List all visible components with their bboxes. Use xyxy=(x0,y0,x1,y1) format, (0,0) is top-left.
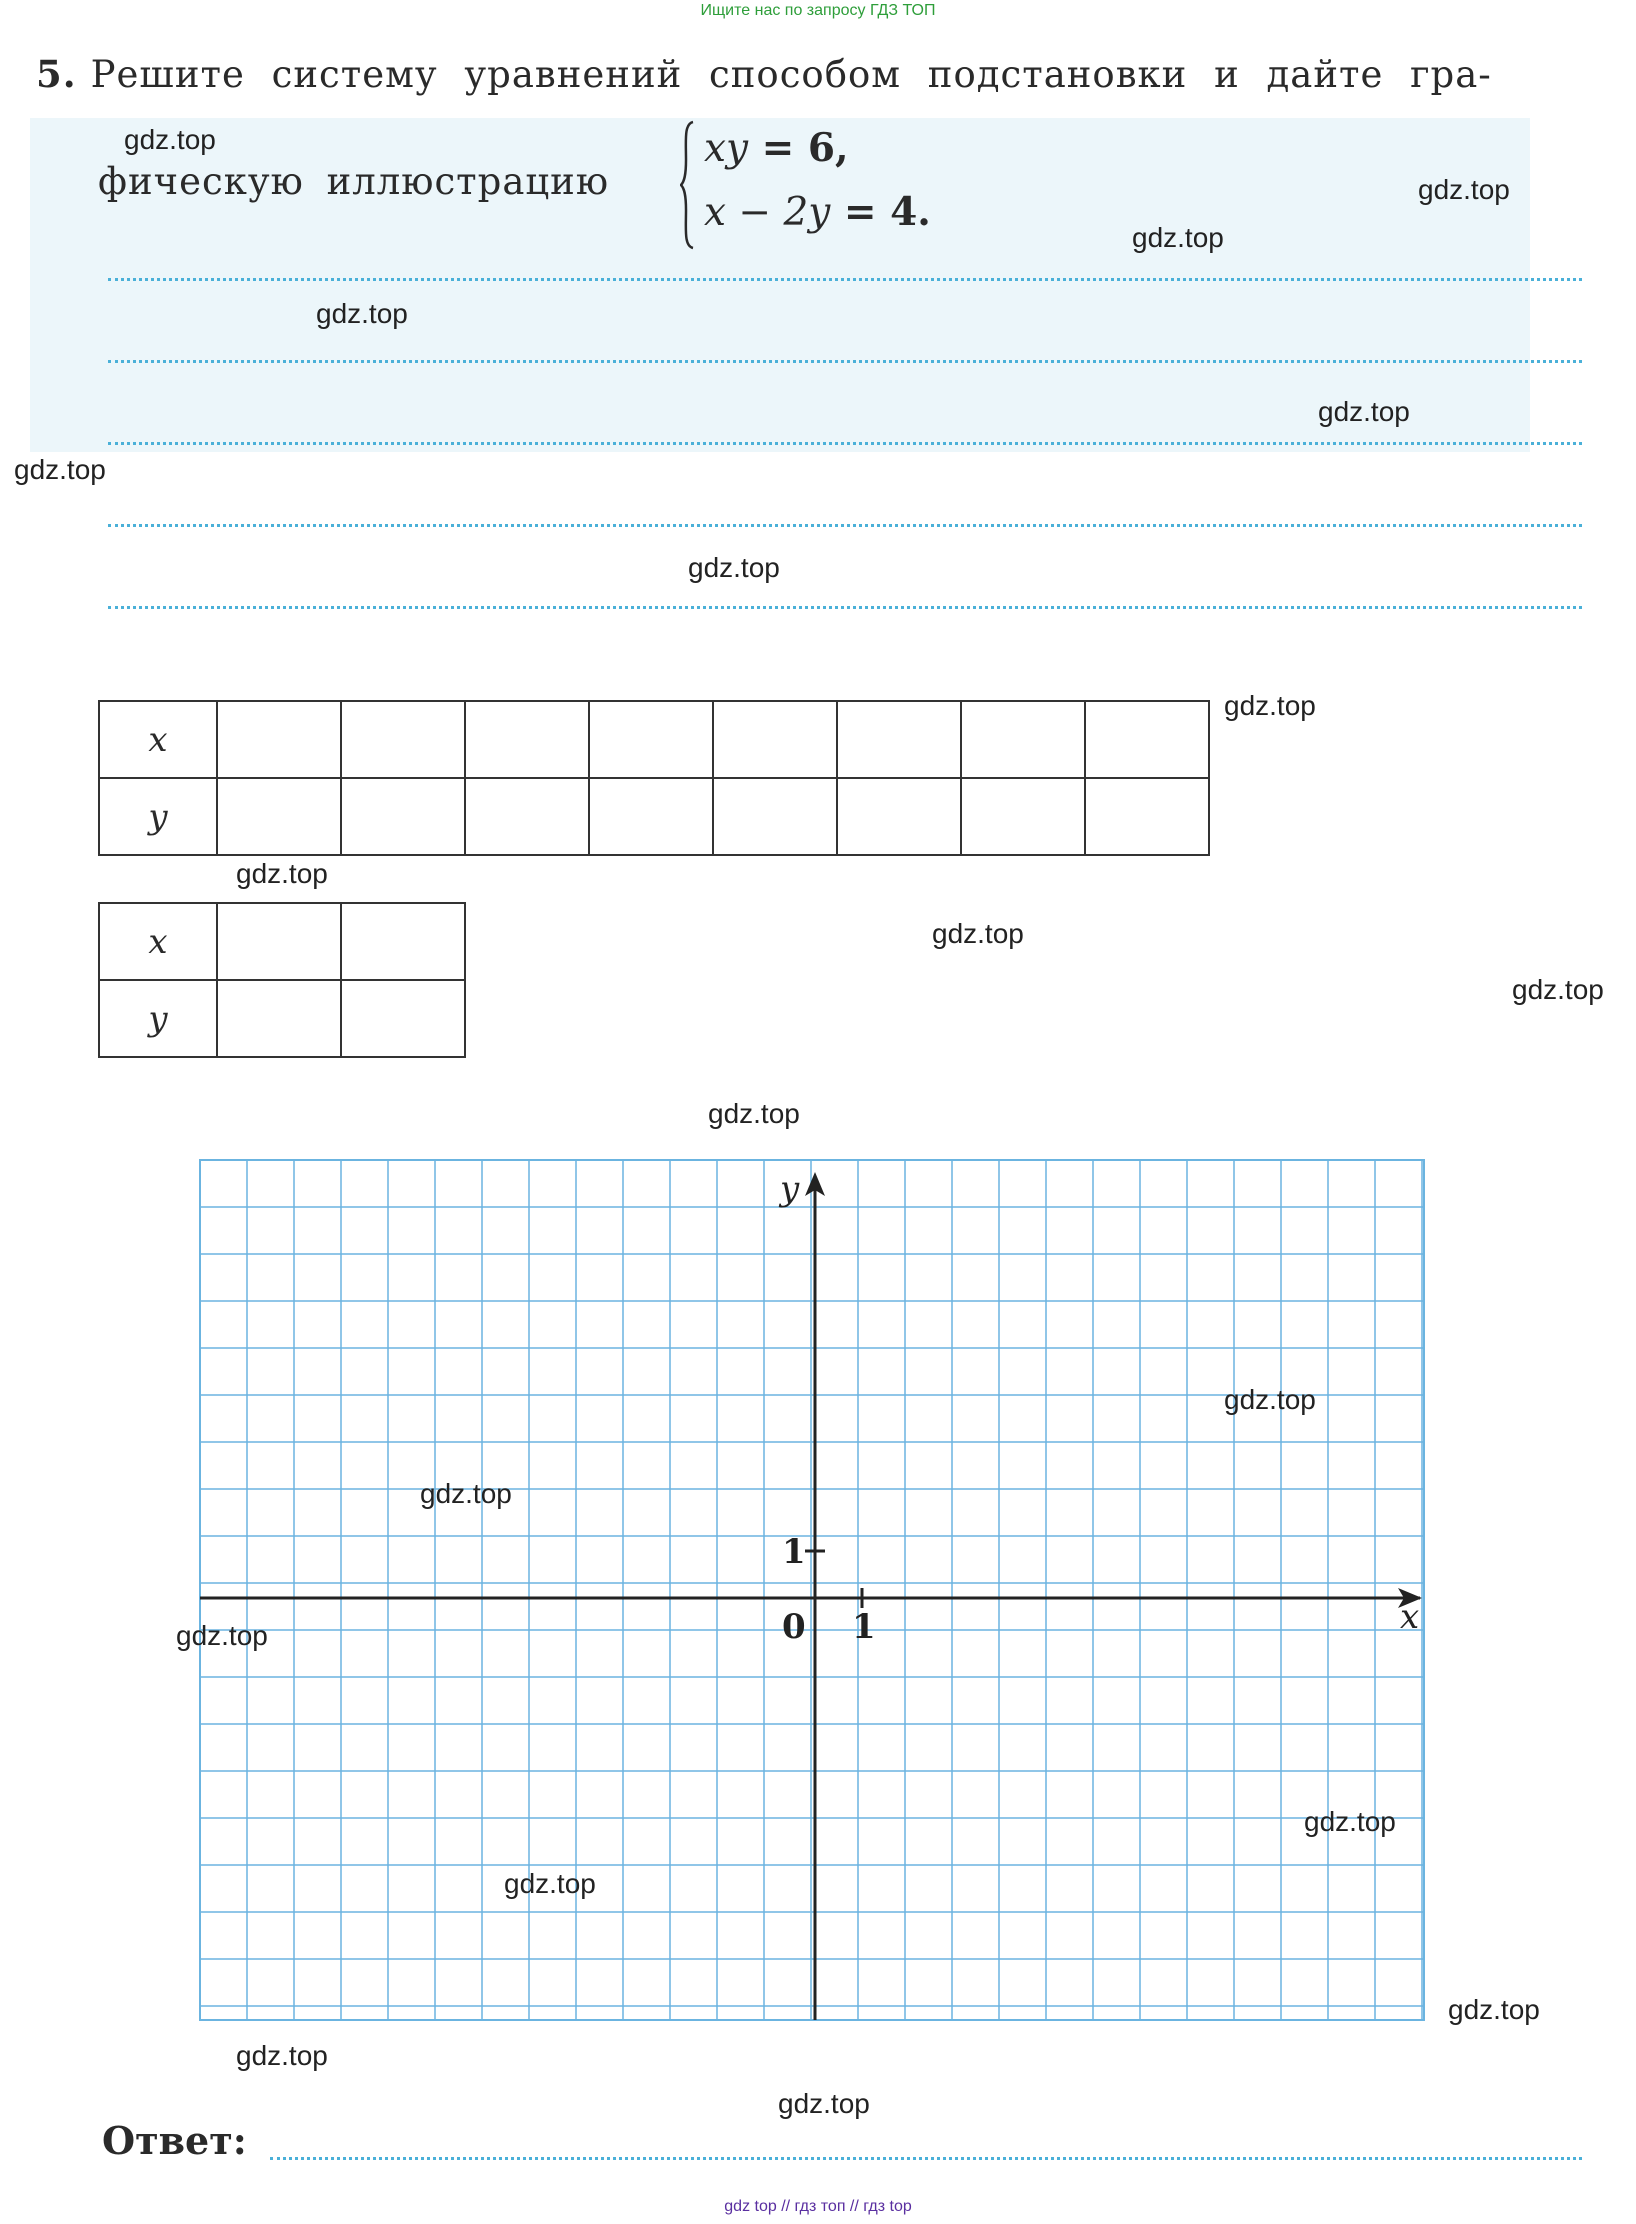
watermark: gdz.top xyxy=(1132,222,1224,253)
watermark: gdz.top xyxy=(1224,1384,1316,1415)
watermark: gdz.top xyxy=(708,1098,800,1129)
x-unit-label: 1 xyxy=(852,1607,876,1647)
answer-label: Ответ: xyxy=(102,2118,247,2163)
watermark: gdz.top xyxy=(1512,974,1604,1005)
watermark: gdz.top xyxy=(1304,1806,1396,1837)
watermark: gdz.top xyxy=(124,124,216,155)
table-header-x: x xyxy=(99,701,217,778)
watermark: gdz.top xyxy=(1448,1994,1540,2025)
table-header-y: y xyxy=(99,980,217,1057)
watermark: gdz.top xyxy=(316,298,408,329)
watermark: gdz.top xyxy=(176,1620,268,1651)
task-number: 5. xyxy=(36,52,77,96)
y-axis-label: y xyxy=(780,1169,800,1209)
site-banner[interactable]: Ищите нас по запросу ГДЗ ТОП xyxy=(700,2,936,19)
site-footer[interactable]: gdz top // гдз топ // гдз top xyxy=(724,2198,912,2215)
x-axis-label: x xyxy=(1400,1597,1420,1637)
watermark: gdz.top xyxy=(14,454,106,485)
watermark: gdz.top xyxy=(778,2088,870,2119)
origin-label: 0 xyxy=(782,1607,806,1647)
watermark: gdz.top xyxy=(1318,396,1410,427)
watermark: gdz.top xyxy=(236,858,328,889)
table-header-y: y xyxy=(99,778,217,855)
equation-1: xy = 6, xyxy=(704,125,849,171)
table-header-x: x xyxy=(99,903,217,980)
grid-lines xyxy=(200,1160,1424,2020)
watermark: gdz.top xyxy=(504,1868,596,1899)
watermark: gdz.top xyxy=(420,1478,512,1509)
watermark: gdz.top xyxy=(1418,174,1510,205)
watermark: gdz.top xyxy=(236,2040,328,2071)
task-text-1: Решите систему уравнений способом подстановки и дайте гра- xyxy=(90,53,1492,96)
answer-input-line[interactable] xyxy=(270,2157,1582,2160)
y-unit-label: 1 xyxy=(782,1532,806,1572)
equation-2: x − 2y = 4. xyxy=(704,189,931,235)
grid-border xyxy=(200,1160,1424,2020)
task-line-2: фическую иллюстрацию xyxy=(98,160,610,203)
watermark: gdz.top xyxy=(932,918,1024,949)
watermark: gdz.top xyxy=(688,552,780,583)
watermark: gdz.top xyxy=(1224,690,1316,721)
